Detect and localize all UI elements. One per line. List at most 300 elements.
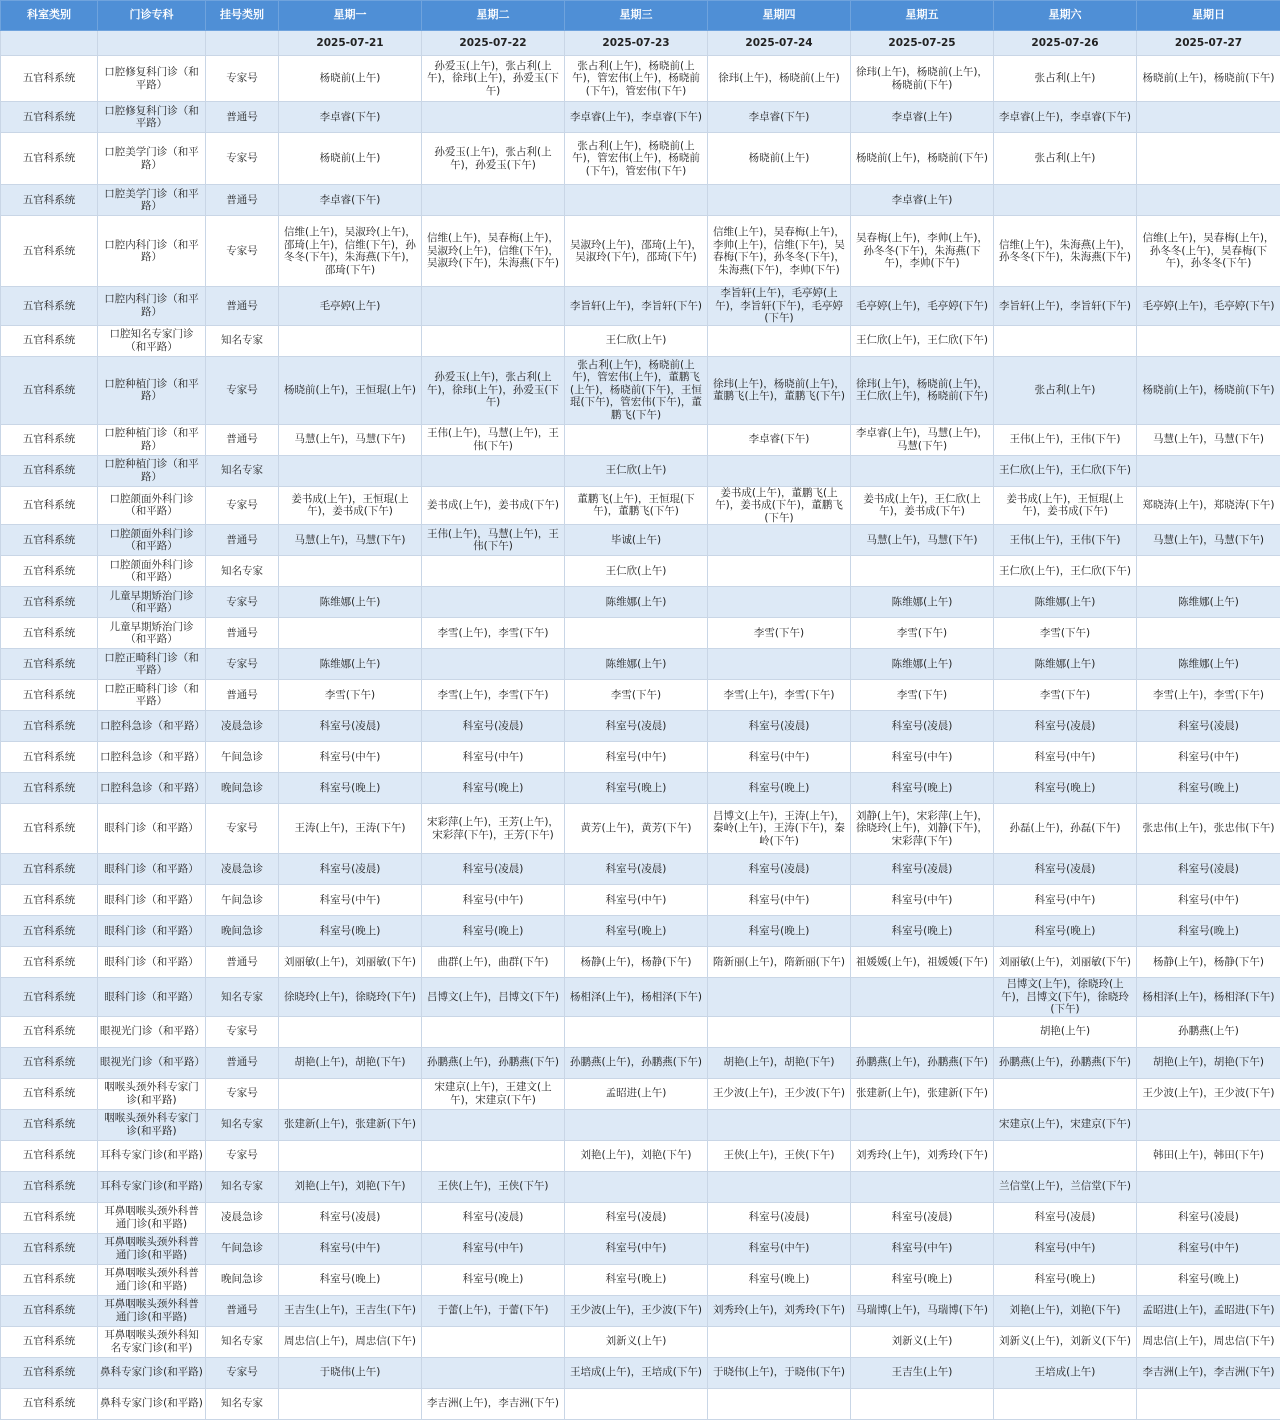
cell-friday: 马瑞博(上午)，马瑞博(下午) — [851, 1295, 994, 1326]
table-row — [1, 1078, 1280, 1109]
date-cell-monday: 2025-07-21 — [279, 31, 422, 56]
table-row — [1, 325, 1280, 356]
cell-registration-type: 专家号 — [206, 1016, 279, 1047]
cell-sunday: 王少波(上午)，王少波(下午) — [1137, 1078, 1280, 1109]
cell-saturday: 孙鹏燕(上午)，孙鹏燕(下午) — [994, 1047, 1137, 1078]
cell-friday: 姜书成(上午)，王仁欣(上午)，姜书成(下午) — [851, 486, 994, 525]
table-row — [1, 1357, 1280, 1388]
cell-registration-type: 专家号 — [206, 587, 279, 618]
cell-department-category: 五官科系统 — [1, 486, 98, 525]
cell-saturday: 刘新义(上午)，刘新义(下午) — [994, 1326, 1137, 1357]
cell-department-category: 五官科系统 — [1, 56, 98, 102]
date-cell-saturday: 2025-07-26 — [994, 31, 1137, 56]
cell-saturday: 王伟(上午)，王伟(下午) — [994, 525, 1137, 556]
table-row — [1, 455, 1280, 486]
cell-sunday: 郑晓涛(上午)，郑晓涛(下午) — [1137, 486, 1280, 525]
cell-thursday — [708, 1109, 851, 1140]
cell-monday: 张建新(上午)，张建新(下午) — [279, 1109, 422, 1140]
cell-friday: 王吉生(上午) — [851, 1357, 994, 1388]
cell-registration-type: 知名专家 — [206, 455, 279, 486]
cell-sunday: 李雪(上午)，李雪(下午) — [1137, 680, 1280, 711]
cell-saturday: 张占利(上午) — [994, 133, 1137, 185]
cell-sunday: 马慧(上午)，马慧(下午) — [1137, 525, 1280, 556]
cell-tuesday: 宋建京(上午)，王建文(上午)，宋建京(下午) — [422, 1078, 565, 1109]
cell-thursday: 李卓睿(下午) — [708, 102, 851, 133]
cell-wednesday — [565, 618, 708, 649]
cell-wednesday — [565, 185, 708, 216]
cell-thursday — [708, 185, 851, 216]
cell-clinic-specialty: 眼视光门诊（和平路） — [98, 1016, 206, 1047]
cell-clinic-specialty: 口腔种植门诊（和平路） — [98, 455, 206, 486]
cell-monday: 徐晓玲(上午)，徐晓玲(下午) — [279, 978, 422, 1017]
cell-saturday: 科室号(凌晨) — [994, 854, 1137, 885]
cell-friday: 刘秀玲(上午)，刘秀玲(下午) — [851, 1140, 994, 1171]
col-header-clinic-specialty: 门诊专科 — [98, 1, 206, 31]
cell-thursday: 科室号(凌晨) — [708, 711, 851, 742]
cell-thursday: 刘秀玲(上午)，刘秀玲(下午) — [708, 1295, 851, 1326]
cell-registration-type: 知名专家 — [206, 325, 279, 356]
cell-wednesday: 王仁欣(上午) — [565, 455, 708, 486]
cell-department-category: 五官科系统 — [1, 102, 98, 133]
cell-monday: 陈维娜(上午) — [279, 587, 422, 618]
table-row — [1, 356, 1280, 424]
cell-department-category: 五官科系统 — [1, 556, 98, 587]
cell-sunday: 杨晓前(上午)，杨晓前(下午) — [1137, 356, 1280, 424]
cell-tuesday: 李吉洲(上午)，李吉洲(下午) — [422, 1388, 565, 1419]
cell-friday — [851, 556, 994, 587]
cell-wednesday: 科室号(晚上) — [565, 1264, 708, 1295]
cell-tuesday — [422, 1140, 565, 1171]
cell-clinic-specialty: 儿童早期矫治门诊（和平路） — [98, 618, 206, 649]
cell-department-category: 五官科系统 — [1, 804, 98, 854]
cell-friday: 科室号(凌晨) — [851, 711, 994, 742]
cell-tuesday — [422, 587, 565, 618]
cell-registration-type: 专家号 — [206, 1078, 279, 1109]
cell-tuesday: 科室号(晚上) — [422, 916, 565, 947]
cell-registration-type: 普通号 — [206, 947, 279, 978]
cell-wednesday: 张占利(上午)，杨晓前(上午)，管宏伟(上午)，董鹏飞(上午)，杨晓前(下午)，王恒琨(下午)，管宏伟(下午)，董鹏飞(下午) — [565, 356, 708, 424]
cell-sunday — [1137, 618, 1280, 649]
cell-saturday: 科室号(中午) — [994, 1233, 1137, 1264]
cell-wednesday: 科室号(凌晨) — [565, 1202, 708, 1233]
cell-monday: 科室号(中午) — [279, 885, 422, 916]
cell-department-category: 五官科系统 — [1, 424, 98, 455]
table-row — [1, 216, 1280, 287]
cell-tuesday: 科室号(中午) — [422, 742, 565, 773]
cell-wednesday — [565, 1171, 708, 1202]
cell-department-category: 五官科系统 — [1, 287, 98, 326]
table-row — [1, 680, 1280, 711]
table-row — [1, 1326, 1280, 1357]
cell-saturday: 张占利(上午) — [994, 56, 1137, 102]
cell-monday: 李卓睿(下午) — [279, 185, 422, 216]
cell-tuesday: 科室号(晚上) — [422, 773, 565, 804]
table-row — [1, 1171, 1280, 1202]
cell-saturday: 刘艳(上午)，刘艳(下午) — [994, 1295, 1137, 1326]
cell-friday — [851, 1388, 994, 1419]
cell-sunday: 杨相泽(上午)，杨相泽(下午) — [1137, 978, 1280, 1017]
cell-friday: 刘静(上午)，宋彩萍(上午)，徐晓玲(上午)，刘静(下午)，宋彩萍(下午) — [851, 804, 994, 854]
cell-friday: 科室号(晚上) — [851, 773, 994, 804]
table-row — [1, 1295, 1280, 1326]
cell-department-category: 五官科系统 — [1, 455, 98, 486]
cell-monday: 马慧(上午)，马慧(下午) — [279, 424, 422, 455]
cell-registration-type: 普通号 — [206, 287, 279, 326]
cell-sunday — [1137, 1109, 1280, 1140]
cell-tuesday — [422, 287, 565, 326]
cell-tuesday: 信维(上午)，吴春梅(上午)，吴淑玲(上午)，信维(下午)，吴淑玲(下午)，朱海燕(下午) — [422, 216, 565, 287]
cell-department-category: 五官科系统 — [1, 1264, 98, 1295]
cell-department-category: 五官科系统 — [1, 916, 98, 947]
cell-wednesday: 科室号(凌晨) — [565, 854, 708, 885]
date-row — [1, 31, 1280, 56]
cell-sunday: 科室号(中午) — [1137, 1233, 1280, 1264]
cell-monday: 信维(上午)，吴淑玲(上午)，邵琦(上午)，信维(下午)，孙冬冬(下午)，朱海燕(下午)，邵琦(下午) — [279, 216, 422, 287]
cell-monday: 科室号(中午) — [279, 742, 422, 773]
cell-clinic-specialty: 口腔内科门诊（和平路） — [98, 287, 206, 326]
cell-monday: 王吉生(上午)，王吉生(下午) — [279, 1295, 422, 1326]
col-header-friday: 星期五 — [851, 1, 994, 31]
cell-friday: 毛亭婷(上午)，毛亭婷(下午) — [851, 287, 994, 326]
cell-monday: 科室号(晚上) — [279, 1264, 422, 1295]
cell-clinic-specialty: 口腔科急诊（和平路） — [98, 773, 206, 804]
cell-clinic-specialty: 口腔美学门诊（和平路） — [98, 133, 206, 185]
cell-sunday — [1137, 325, 1280, 356]
cell-friday: 陈维娜(上午) — [851, 587, 994, 618]
cell-friday: 孙鹏燕(上午)，孙鹏燕(下午) — [851, 1047, 994, 1078]
cell-department-category: 五官科系统 — [1, 854, 98, 885]
cell-wednesday: 科室号(中午) — [565, 1233, 708, 1264]
cell-saturday: 科室号(凌晨) — [994, 711, 1137, 742]
cell-thursday — [708, 1388, 851, 1419]
cell-wednesday: 董鹏飞(上午)，王恒琨(下午)，董鹏飞(下午) — [565, 486, 708, 525]
cell-saturday: 信维(上午)，朱海燕(上午)，孙冬冬(下午)，朱海燕(下午) — [994, 216, 1137, 287]
cell-thursday: 王少波(上午)，王少波(下午) — [708, 1078, 851, 1109]
cell-department-category: 五官科系统 — [1, 1171, 98, 1202]
cell-thursday — [708, 587, 851, 618]
cell-thursday — [708, 556, 851, 587]
cell-tuesday: 李雪(上午)，李雪(下午) — [422, 680, 565, 711]
cell-tuesday: 李雪(上午)，李雪(下午) — [422, 618, 565, 649]
cell-saturday: 王仁欣(上午)，王仁欣(下午) — [994, 556, 1137, 587]
cell-monday: 李卓睿(下午) — [279, 102, 422, 133]
cell-monday: 王涛(上午)，王涛(下午) — [279, 804, 422, 854]
cell-tuesday: 科室号(中午) — [422, 885, 565, 916]
cell-department-category: 五官科系统 — [1, 649, 98, 680]
cell-tuesday — [422, 1016, 565, 1047]
date-cell-clinic-specialty — [98, 31, 206, 56]
cell-department-category: 五官科系统 — [1, 742, 98, 773]
table-row — [1, 1140, 1280, 1171]
cell-wednesday — [565, 424, 708, 455]
cell-saturday: 宋建京(上午)，宋建京(下午) — [994, 1109, 1137, 1140]
cell-registration-type: 专家号 — [206, 486, 279, 525]
cell-department-category: 五官科系统 — [1, 680, 98, 711]
cell-registration-type: 专家号 — [206, 56, 279, 102]
cell-thursday — [708, 978, 851, 1017]
cell-tuesday — [422, 102, 565, 133]
col-header-thursday: 星期四 — [708, 1, 851, 31]
table-row — [1, 1016, 1280, 1047]
cell-friday: 科室号(中午) — [851, 885, 994, 916]
cell-wednesday: 科室号(中午) — [565, 742, 708, 773]
cell-registration-type: 普通号 — [206, 424, 279, 455]
cell-friday: 科室号(晚上) — [851, 1264, 994, 1295]
cell-wednesday: 李雪(下午) — [565, 680, 708, 711]
cell-sunday: 周忠信(上午)，周忠信(下午) — [1137, 1326, 1280, 1357]
cell-monday: 刘丽敏(上午)，刘丽敏(下午) — [279, 947, 422, 978]
cell-saturday: 王伟(上午)，王伟(下午) — [994, 424, 1137, 455]
cell-friday: 李卓睿(上午) — [851, 102, 994, 133]
cell-registration-type: 普通号 — [206, 1047, 279, 1078]
cell-friday: 吴春梅(上午)，李帅(上午)，孙冬冬(下午)，朱海燕(下午)，李帅(下午) — [851, 216, 994, 287]
cell-tuesday: 吕博文(上午)，吕博文(下午) — [422, 978, 565, 1017]
cell-department-category: 五官科系统 — [1, 1078, 98, 1109]
cell-monday: 姜书成(上午)，王恒琨(上午)，姜书成(下午) — [279, 486, 422, 525]
cell-department-category: 五官科系统 — [1, 1047, 98, 1078]
cell-sunday: 科室号(晚上) — [1137, 1264, 1280, 1295]
cell-thursday: 姜书成(上午)，董鹏飞(上午)，姜书成(下午)，董鹏飞(下午) — [708, 486, 851, 525]
table-row — [1, 525, 1280, 556]
cell-registration-type: 晚间急诊 — [206, 773, 279, 804]
cell-registration-type: 凌晨急诊 — [206, 711, 279, 742]
cell-registration-type: 知名专家 — [206, 1388, 279, 1419]
cell-registration-type: 凌晨急诊 — [206, 854, 279, 885]
cell-wednesday: 刘艳(上午)，刘艳(下午) — [565, 1140, 708, 1171]
cell-monday — [279, 618, 422, 649]
cell-tuesday: 王伟(上午)，马慧(上午)，王伟(下午) — [422, 525, 565, 556]
cell-thursday: 李旨轩(上午)，毛亭婷(上午)，李旨轩(下午)，毛亭婷(下午) — [708, 287, 851, 326]
cell-thursday: 徐玮(上午)，杨晓前(上午) — [708, 56, 851, 102]
cell-thursday — [708, 649, 851, 680]
cell-thursday — [708, 325, 851, 356]
date-cell-sunday: 2025-07-27 — [1137, 31, 1280, 56]
cell-friday: 杨晓前(上午)，杨晓前(下午) — [851, 133, 994, 185]
cell-saturday: 科室号(中午) — [994, 885, 1137, 916]
cell-monday: 毛亭婷(上午) — [279, 287, 422, 326]
cell-monday: 马慧(上午)，马慧(下午) — [279, 525, 422, 556]
table-row — [1, 1264, 1280, 1295]
cell-registration-type: 普通号 — [206, 185, 279, 216]
cell-wednesday: 王少波(上午)，王少波(下午) — [565, 1295, 708, 1326]
cell-thursday: 信维(上午)，吴春梅(上午)，李帅(上午)，信维(下午)，吴春梅(下午)，孙冬冬(下午)，朱海燕(下午)，李帅(下午) — [708, 216, 851, 287]
cell-saturday: 姜书成(上午)，王恒琨(上午)，姜书成(下午) — [994, 486, 1137, 525]
cell-tuesday — [422, 649, 565, 680]
cell-thursday: 王侠(上午)，王侠(下午) — [708, 1140, 851, 1171]
col-header-tuesday: 星期二 — [422, 1, 565, 31]
date-cell-tuesday: 2025-07-22 — [422, 31, 565, 56]
cell-wednesday: 王培成(上午)，王培成(下午) — [565, 1357, 708, 1388]
cell-monday: 科室号(凌晨) — [279, 854, 422, 885]
cell-tuesday: 孙爱玉(上午)，张占利(上午)，孙爱玉(下午) — [422, 133, 565, 185]
cell-clinic-specialty: 鼻科专家门诊(和平路) — [98, 1357, 206, 1388]
cell-department-category: 五官科系统 — [1, 773, 98, 804]
date-cell-department-category — [1, 31, 98, 56]
cell-monday: 刘艳(上午)，刘艳(下午) — [279, 1171, 422, 1202]
cell-monday — [279, 1140, 422, 1171]
cell-monday: 科室号(晚上) — [279, 773, 422, 804]
col-header-department-category: 科室类别 — [1, 1, 98, 31]
cell-sunday: 科室号(晚上) — [1137, 773, 1280, 804]
cell-friday — [851, 455, 994, 486]
cell-saturday — [994, 185, 1137, 216]
cell-department-category: 五官科系统 — [1, 978, 98, 1017]
cell-saturday: 陈维娜(上午) — [994, 649, 1137, 680]
cell-saturday — [994, 1388, 1137, 1419]
cell-wednesday: 科室号(中午) — [565, 885, 708, 916]
cell-clinic-specialty: 口腔正畸科门诊（和平路） — [98, 649, 206, 680]
cell-friday — [851, 1109, 994, 1140]
cell-thursday: 胡艳(上午)，胡艳(下午) — [708, 1047, 851, 1078]
cell-sunday — [1137, 102, 1280, 133]
cell-saturday: 科室号(晚上) — [994, 1264, 1137, 1295]
cell-department-category: 五官科系统 — [1, 1233, 98, 1264]
cell-monday: 于晓伟(上午) — [279, 1357, 422, 1388]
cell-clinic-specialty: 咽喉头颈外科专家门诊(和平路) — [98, 1109, 206, 1140]
cell-registration-type: 普通号 — [206, 102, 279, 133]
cell-friday: 刘新义(上午) — [851, 1326, 994, 1357]
cell-friday: 李卓睿(上午)，马慧(上午)，马慧(下午) — [851, 424, 994, 455]
cell-tuesday: 科室号(凌晨) — [422, 711, 565, 742]
table-row — [1, 486, 1280, 525]
cell-saturday: 科室号(晚上) — [994, 916, 1137, 947]
cell-clinic-specialty: 耳科专家门诊(和平路) — [98, 1171, 206, 1202]
cell-wednesday: 刘新义(上午) — [565, 1326, 708, 1357]
cell-clinic-specialty: 口腔种植门诊（和平路） — [98, 356, 206, 424]
cell-monday: 科室号(中午) — [279, 1233, 422, 1264]
cell-clinic-specialty: 耳鼻咽喉头颈外科普通门诊(和平路) — [98, 1233, 206, 1264]
cell-clinic-specialty: 耳鼻咽喉头颈外科普通门诊(和平路) — [98, 1202, 206, 1233]
cell-friday: 李雪(下午) — [851, 618, 994, 649]
col-header-sunday: 星期日 — [1137, 1, 1280, 31]
cell-thursday: 隋新丽(上午)，隋新丽(下午) — [708, 947, 851, 978]
cell-wednesday: 张占利(上午)，杨晓前(上午)，管宏伟(上午)，杨晓前(下午)，管宏伟(下午) — [565, 133, 708, 185]
table-row — [1, 773, 1280, 804]
cell-tuesday — [422, 1326, 565, 1357]
cell-department-category: 五官科系统 — [1, 525, 98, 556]
cell-clinic-specialty: 鼻科专家门诊(和平路) — [98, 1388, 206, 1419]
cell-clinic-specialty: 眼科门诊（和平路） — [98, 854, 206, 885]
cell-friday: 马慧(上午)，马慧(下午) — [851, 525, 994, 556]
cell-wednesday: 科室号(晚上) — [565, 773, 708, 804]
cell-sunday — [1137, 556, 1280, 587]
table-row — [1, 854, 1280, 885]
cell-sunday: 科室号(凌晨) — [1137, 1202, 1280, 1233]
table-row — [1, 1233, 1280, 1264]
table-row — [1, 618, 1280, 649]
cell-department-category: 五官科系统 — [1, 1016, 98, 1047]
table-row — [1, 556, 1280, 587]
table-row — [1, 1047, 1280, 1078]
cell-registration-type: 普通号 — [206, 618, 279, 649]
cell-tuesday — [422, 455, 565, 486]
cell-sunday — [1137, 185, 1280, 216]
cell-sunday: 科室号(晚上) — [1137, 916, 1280, 947]
table-row — [1, 1388, 1280, 1419]
cell-thursday: 科室号(晚上) — [708, 916, 851, 947]
cell-registration-type: 专家号 — [206, 649, 279, 680]
cell-registration-type: 普通号 — [206, 680, 279, 711]
cell-department-category: 五官科系统 — [1, 325, 98, 356]
cell-clinic-specialty: 耳鼻咽喉头颈外科普通门诊(和平路) — [98, 1264, 206, 1295]
cell-saturday — [994, 1078, 1137, 1109]
cell-sunday: 信维(上午)，吴春梅(上午)，孙冬冬(上午)，吴春梅(下午)，孙冬冬(下午) — [1137, 216, 1280, 287]
table-row — [1, 804, 1280, 854]
cell-sunday: 科室号(中午) — [1137, 885, 1280, 916]
cell-registration-type: 专家号 — [206, 804, 279, 854]
cell-saturday: 李雪(下午) — [994, 680, 1137, 711]
cell-clinic-specialty: 眼科门诊（和平路） — [98, 947, 206, 978]
cell-wednesday — [565, 1109, 708, 1140]
cell-friday: 徐玮(上午)，杨晓前(上午)，王仁欣(上午)，杨晓前(下午) — [851, 356, 994, 424]
cell-wednesday: 李卓睿(上午)，李卓睿(下午) — [565, 102, 708, 133]
cell-saturday: 刘丽敏(上午)，刘丽敏(下午) — [994, 947, 1137, 978]
cell-friday — [851, 978, 994, 1017]
cell-tuesday: 宋彩萍(上午)，王芳(上午)，宋彩萍(下午)，王芳(下午) — [422, 804, 565, 854]
cell-thursday — [708, 1016, 851, 1047]
cell-tuesday — [422, 1109, 565, 1140]
cell-clinic-specialty: 眼视光门诊（和平路） — [98, 1047, 206, 1078]
cell-thursday: 徐玮(上午)，杨晓前(上午)，董鹏飞(上午)，董鹏飞(下午) — [708, 356, 851, 424]
date-cell-wednesday: 2025-07-23 — [565, 31, 708, 56]
cell-sunday: 科室号(中午) — [1137, 742, 1280, 773]
cell-friday: 陈维娜(上午) — [851, 649, 994, 680]
cell-thursday: 李雪(下午) — [708, 618, 851, 649]
table-row — [1, 885, 1280, 916]
cell-wednesday: 杨静(上午)，杨静(下午) — [565, 947, 708, 978]
cell-sunday: 科室号(凌晨) — [1137, 854, 1280, 885]
cell-clinic-specialty: 眼科门诊（和平路） — [98, 885, 206, 916]
cell-registration-type: 专家号 — [206, 1357, 279, 1388]
cell-saturday — [994, 325, 1137, 356]
cell-tuesday: 姜书成(上午)，姜书成(下午) — [422, 486, 565, 525]
cell-monday — [279, 1388, 422, 1419]
cell-thursday: 李雪(上午)，李雪(下午) — [708, 680, 851, 711]
cell-thursday: 杨晓前(上午) — [708, 133, 851, 185]
cell-clinic-specialty: 口腔修复科门诊（和平路） — [98, 56, 206, 102]
cell-department-category: 五官科系统 — [1, 1388, 98, 1419]
cell-thursday: 科室号(中午) — [708, 742, 851, 773]
cell-friday: 科室号(中午) — [851, 1233, 994, 1264]
table-row — [1, 947, 1280, 978]
cell-clinic-specialty: 口腔美学门诊（和平路） — [98, 185, 206, 216]
cell-monday — [279, 455, 422, 486]
cell-registration-type: 午间急诊 — [206, 742, 279, 773]
cell-monday — [279, 1078, 422, 1109]
cell-wednesday: 杨相泽(上午)，杨相泽(下午) — [565, 978, 708, 1017]
cell-monday — [279, 1016, 422, 1047]
cell-clinic-specialty: 眼科门诊（和平路） — [98, 978, 206, 1017]
cell-sunday: 孟昭进(上午)，孟昭进(下午) — [1137, 1295, 1280, 1326]
cell-registration-type: 专家号 — [206, 216, 279, 287]
cell-thursday: 科室号(凌晨) — [708, 1202, 851, 1233]
cell-clinic-specialty: 口腔知名专家门诊（和平路） — [98, 325, 206, 356]
cell-saturday: 孙磊(上午)，孙磊(下午) — [994, 804, 1137, 854]
cell-monday: 周忠信(上午)，周忠信(下午) — [279, 1326, 422, 1357]
cell-registration-type: 知名专家 — [206, 978, 279, 1017]
cell-saturday: 李卓睿(上午)，李卓睿(下午) — [994, 102, 1137, 133]
cell-sunday — [1137, 455, 1280, 486]
cell-thursday — [708, 1326, 851, 1357]
cell-tuesday: 曲群(上午)，曲群(下午) — [422, 947, 565, 978]
cell-friday — [851, 1171, 994, 1202]
cell-wednesday: 王仁欣(上午) — [565, 556, 708, 587]
cell-wednesday: 黄芳(上午)，黄芳(下午) — [565, 804, 708, 854]
cell-sunday: 科室号(凌晨) — [1137, 711, 1280, 742]
cell-friday: 徐玮(上午)，杨晓前(上午)，杨晓前(下午) — [851, 56, 994, 102]
cell-wednesday: 吴淑玲(上午)，邵琦(上午)，吴淑玲(下午)，邵琦(下午) — [565, 216, 708, 287]
cell-saturday: 科室号(中午) — [994, 742, 1137, 773]
